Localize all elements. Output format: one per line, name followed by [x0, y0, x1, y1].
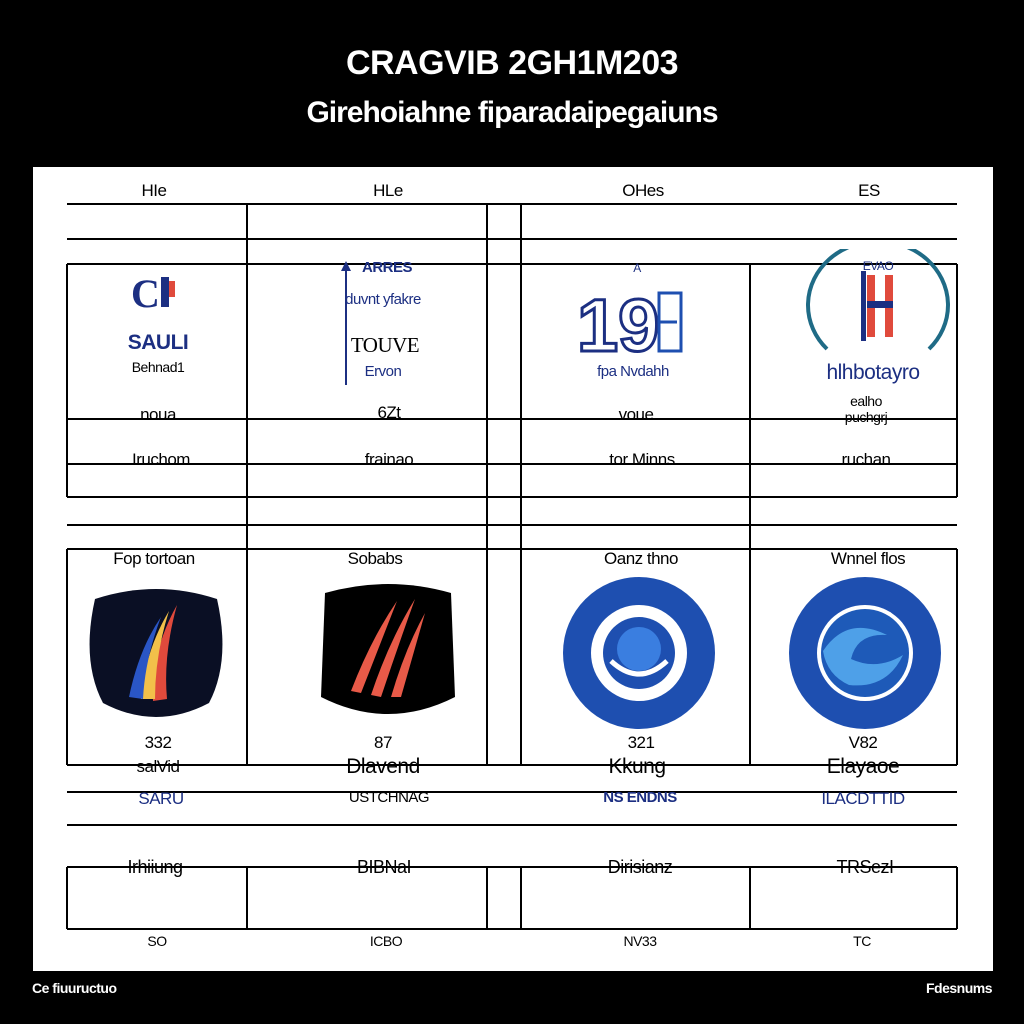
- blue-ring-wave-logo: [787, 575, 943, 731]
- logo-2-name: TOUVE: [350, 333, 420, 357]
- row2-label-1: Irhiiung: [127, 857, 183, 877]
- row1-label-3: tor Minns: [609, 450, 675, 469]
- blue-ring-swirl-logo: [561, 575, 717, 731]
- row2-name-3: Kkung: [608, 755, 666, 778]
- cf-monogram-logo: [125, 271, 185, 311]
- column-header-3: OHes: [622, 181, 664, 200]
- row2-name-4: Elayaoe: [826, 755, 900, 778]
- row2-header-2: Sobabs: [347, 549, 403, 568]
- column-header-4: ES: [858, 181, 880, 200]
- row2-label-4: TRSezI: [836, 857, 894, 877]
- row2-label-2: BIBNaI: [356, 857, 412, 877]
- row2-header-1: Fop tortoan: [113, 549, 195, 568]
- black-shield-claw-logo: [315, 579, 461, 727]
- row1-sub-4: ealho: [850, 393, 882, 409]
- logo-4-top: EVAO: [862, 259, 894, 273]
- row2-bottom-3: NV33: [623, 933, 657, 949]
- row2-name-2: Dlavend: [346, 755, 420, 778]
- row2-num-3: 321: [627, 733, 655, 752]
- row2-code-2: USTCHNAG: [348, 789, 430, 806]
- page-subtitle: Girehoiahne fiparadaipegaiuns: [306, 96, 718, 129]
- arrow-bracket-logo: [338, 259, 358, 391]
- row1-label-4: ruchan: [841, 450, 891, 469]
- footer-left: Ce fiuuructuo: [32, 980, 117, 996]
- row2-bottom-4: TC: [853, 933, 871, 949]
- row2-header-3: Oanz thno: [604, 549, 678, 568]
- row2-bottom-2: ICBO: [369, 933, 403, 949]
- column-header-2: HLe: [373, 181, 403, 200]
- row2-code-1: SARU: [138, 789, 184, 808]
- comparison-panel: [33, 167, 993, 971]
- row1-sub-4b: puchgrj: [844, 409, 888, 425]
- page-title: CRAGVIB 2GH1M203: [345, 44, 679, 82]
- row2-bottom-1: SO: [147, 933, 167, 949]
- logo-1-caption: Behnad1: [131, 359, 185, 375]
- row1-sub-1: noua: [140, 405, 176, 424]
- row2-header-4: Wnnel flos: [830, 549, 906, 568]
- logo-2-line: duvnt yfakre: [345, 291, 421, 308]
- logo-2-caption: Ervon: [364, 363, 402, 380]
- row2-num-2: 87: [374, 733, 392, 752]
- row1-sub-3: voue: [618, 405, 654, 424]
- row1-label-2: frainao: [364, 450, 414, 469]
- column-header-1: HIe: [141, 181, 167, 200]
- row2-code-3: NS ENDNS: [603, 789, 677, 806]
- number-19-logo: [573, 285, 688, 357]
- black-shield-flame-logo: [81, 581, 231, 729]
- row2-num-4: V82: [848, 733, 878, 752]
- row1-label-1: Iruchom: [132, 450, 190, 469]
- logo-1-name: SAULI: [127, 331, 189, 354]
- row2-num-1: 332: [144, 733, 172, 752]
- row2-name-1: salVid: [136, 757, 180, 776]
- logo-2-top: ARRES: [361, 259, 413, 276]
- footer-right: Fdesnums: [925, 980, 992, 996]
- logo-4-name: hlhbotayro: [826, 361, 920, 384]
- row2-code-4: ILACDTTID: [821, 789, 905, 808]
- svg-text:C: C: [131, 271, 160, 311]
- logo-3-caption: fpa Nvdahh: [597, 363, 669, 380]
- svg-text:19: 19: [577, 285, 660, 357]
- logo-3-top: A: [633, 261, 641, 275]
- row2-label-3: Dirisianz: [607, 857, 673, 877]
- row1-sub-2: 6Zt: [377, 403, 401, 422]
